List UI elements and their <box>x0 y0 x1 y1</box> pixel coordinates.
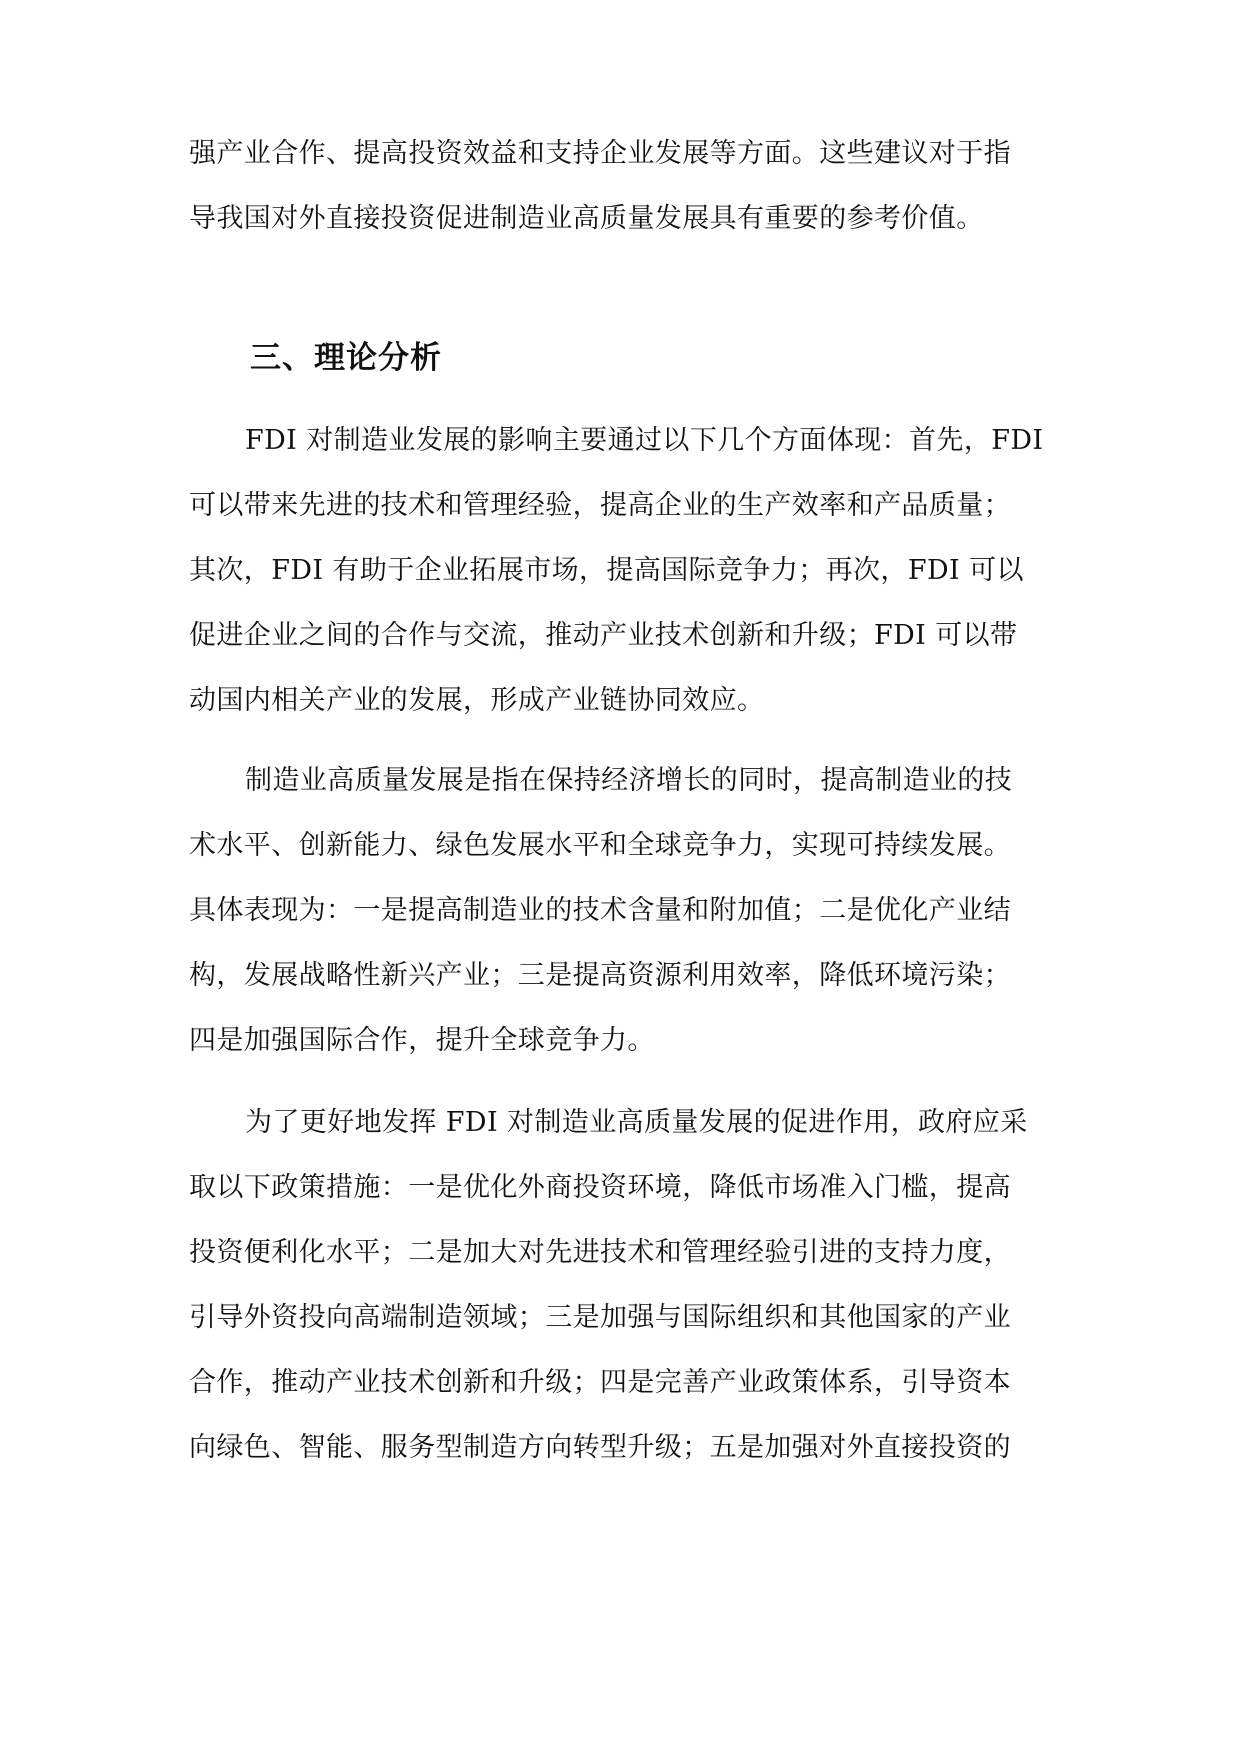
text-line: 导我国对外直接投资促进制造业高质量发展具有重要的参考价值。 <box>189 203 984 234</box>
text-line: 强产业合作、提高投资效益和支持企业发展等方面。这些建议对于指 <box>189 138 1011 169</box>
text-line: 促进企业之间的合作与交流，推动产业技术创新和升级；FDI 可以带 <box>189 620 1018 651</box>
text-line: 可以带来先进的技术和管理经验，提高企业的生产效率和产品质量； <box>189 490 1011 521</box>
paragraph-first-line: 制造业高质量发展是指在保持经济增长的同时，提高制造业的技 <box>245 765 1013 796</box>
text-line: 合作，推动产业技术创新和升级；四是完善产业政策体系，引导资本 <box>189 1367 1011 1398</box>
text-line: 具体表现为：一是提高制造业的技术含量和附加值；二是优化产业结 <box>189 895 1011 926</box>
paragraph-first-line: 为了更好地发挥 FDI 对制造业高质量发展的促进作用，政府应采 <box>245 1107 1028 1138</box>
text-line: 引导外资投向高端制造领域；三是加强与国际组织和其他国家的产业 <box>189 1302 1011 1333</box>
text-line: 动国内相关产业的发展，形成产业链协同效应。 <box>189 685 765 716</box>
text-line: 其次，FDI 有助于企业拓展市场，提高国际竞争力；再次，FDI 可以 <box>189 555 1024 586</box>
section-heading: 三、理论分析 <box>250 340 442 376</box>
paragraph-first-line: FDI 对制造业发展的影响主要通过以下几个方面体现：首先，FDI <box>245 425 1044 456</box>
text-line: 四是加强国际合作，提升全球竞争力。 <box>189 1025 655 1056</box>
text-line: 投资便利化水平；二是加大对先进技术和管理经验引进的支持力度， <box>189 1237 1011 1268</box>
text-line: 向绿色、智能、服务型制造方向转型升级；五是加强对外直接投资的 <box>189 1432 1011 1463</box>
text-line: 术水平、创新能力、绿色发展水平和全球竞争力，实现可持续发展。 <box>189 830 1011 861</box>
text-line: 构，发展战略性新兴产业；三是提高资源利用效率，降低环境污染； <box>189 960 1011 991</box>
text-line: 取以下政策措施：一是优化外商投资环境，降低市场准入门槛，提高 <box>189 1172 1011 1203</box>
